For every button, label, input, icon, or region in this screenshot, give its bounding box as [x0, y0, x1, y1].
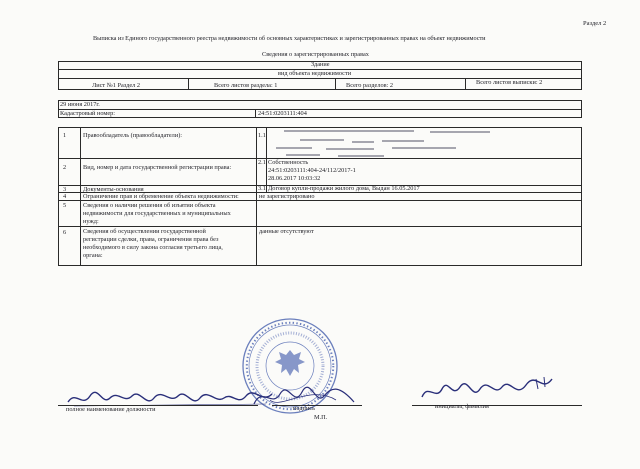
table-row-6-label-line-1: Сведения об осуществлении государственной	[83, 228, 206, 235]
sheet-number: Лист №1 Раздел 2	[92, 82, 141, 89]
table-row-5-label-line-3: нужд:	[83, 218, 99, 225]
table-row-3-label: Документы-основания	[83, 186, 144, 193]
table-row-2-sub: 2.1	[258, 159, 266, 166]
table-row-2-label: Вид, номер и дата государственной регистрации права:	[83, 164, 232, 171]
table-row-1-label: Правообладатель (правообладатели):	[83, 132, 183, 139]
table-row-6-label-line-3: необходимого в силу закона согласия третьего лица,	[83, 244, 223, 251]
table-row-2-num: 2	[63, 164, 67, 171]
handwritten-name-signature	[418, 375, 558, 405]
object-type-caption: вид объекта недвижимости	[278, 70, 352, 77]
cadastral-label: Кадастровый номер:	[60, 110, 116, 117]
seal-caption: М.П.	[314, 414, 328, 421]
table-row-5-label-line-2: недвижимости для государственных и муниципальных	[83, 210, 231, 217]
section-label: Раздел 2	[583, 20, 607, 27]
extract-date: 29 июня 2017г.	[60, 101, 100, 108]
total-sheets-section: Всего листов раздела: 1	[214, 82, 278, 89]
table-row-3-sub: 3.1	[258, 185, 266, 192]
cadastral-number: 24:51:0203111:404	[258, 110, 307, 117]
total-sheets-extract: Всего листов выписки: 2	[476, 79, 543, 86]
table-row-1-num: 1	[63, 132, 67, 139]
table-row-6-num: 6	[63, 229, 67, 236]
registration-date: 28.06.2017 10:03:32	[268, 175, 321, 182]
document-title: Выписка из Единого государственного реестра недвижимости об основных характеристиках и зарегистрированных правах на объект недвижимости	[93, 35, 486, 42]
encumbrance-value: не зарегистрировано	[259, 193, 315, 200]
table-row-4-num: 4	[63, 193, 67, 200]
table-row-3-num: 3	[63, 186, 67, 193]
table-row-6-label-line-2: регистрации сделки, права, ограничения права без	[83, 236, 219, 243]
table-row-4-label: Ограничение прав и обременение объекта недвижимости:	[83, 193, 239, 200]
right-type: Собственность	[268, 159, 309, 166]
basis-document: Договор купли-продажи жилого дома, Выдан 16.05.2017	[268, 185, 420, 192]
registration-number: 24:51:0203111:404-24/112/2017-1	[268, 167, 356, 174]
table-row-5-num: 5	[63, 202, 67, 209]
table-row-1-sub: 1.1	[258, 132, 266, 139]
object-type: Здание	[311, 61, 330, 68]
document-subtitle: Сведения о зарегистрированных правах	[262, 51, 369, 58]
transaction-registration-value: данные отсутствуют	[259, 228, 314, 235]
table-row-6-label-line-4: органа:	[83, 252, 103, 259]
table-row-5-label-line-1: Сведения о наличии решения об изъятии объекта	[83, 202, 216, 209]
total-sections: Всего разделов: 2	[346, 82, 394, 89]
signature-caption: подпись	[293, 405, 315, 412]
name-caption: инициалы, фамилия	[435, 403, 489, 410]
position-caption: полное наименование должности	[66, 406, 156, 413]
